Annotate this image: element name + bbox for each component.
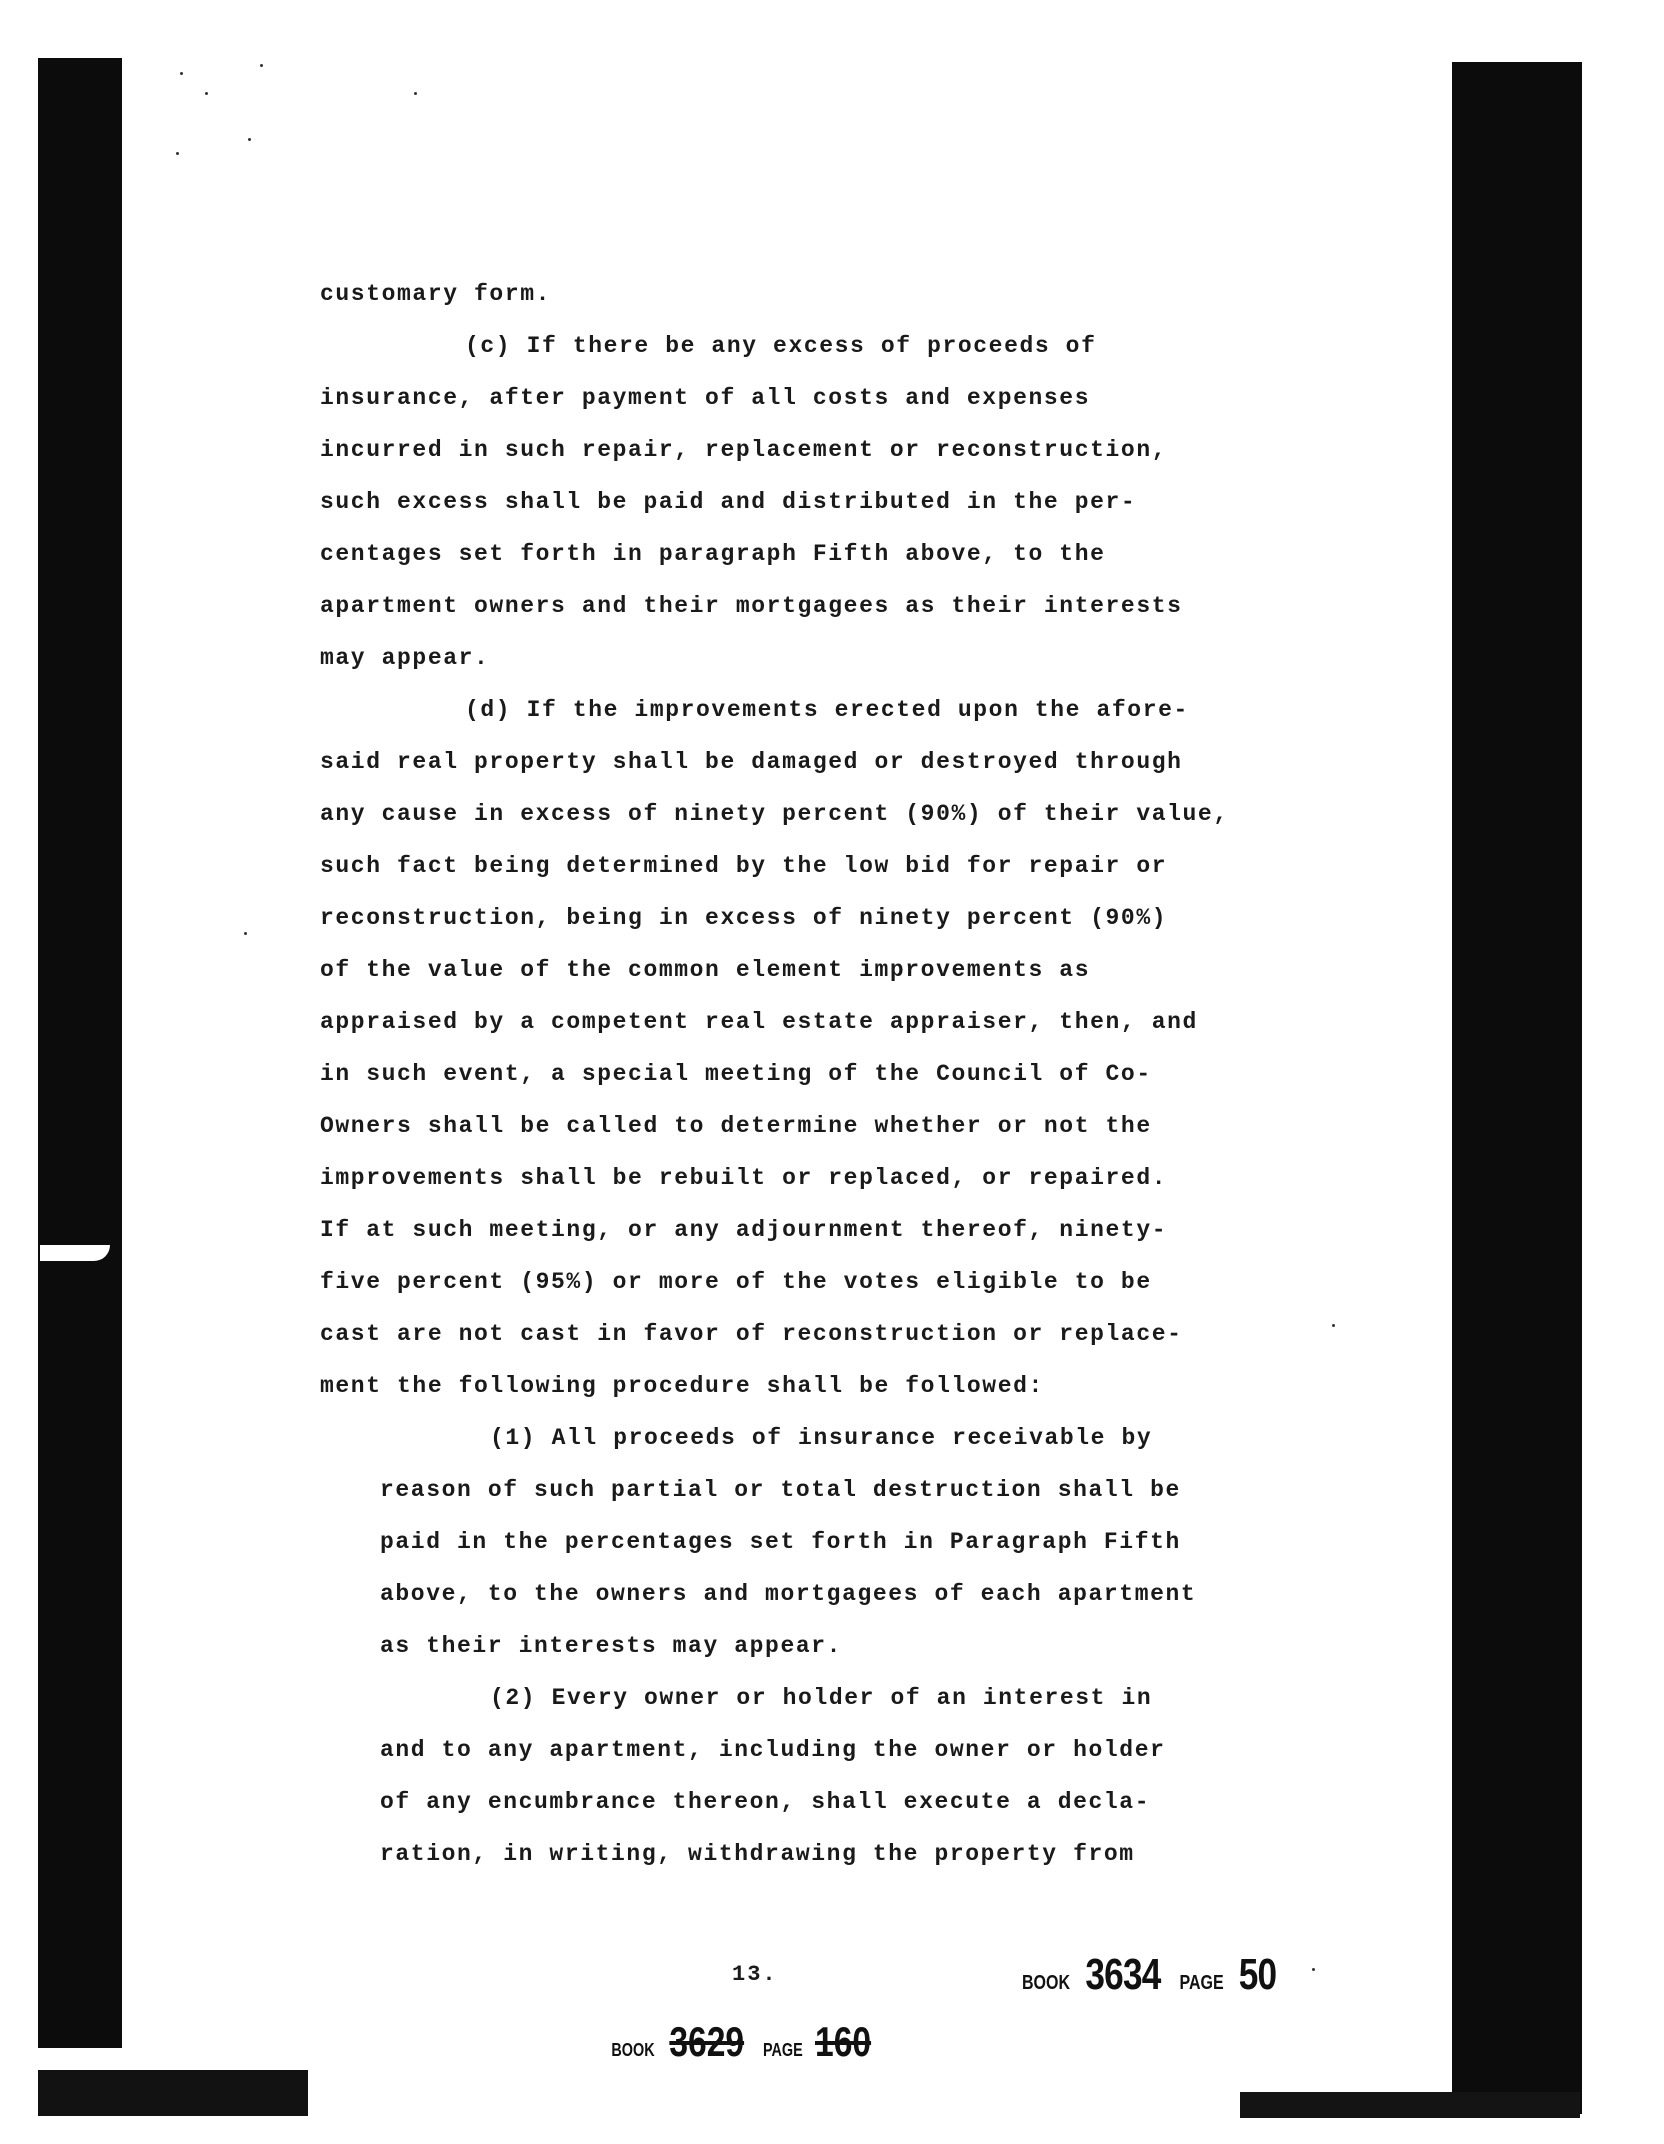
text-line: improvements shall be rebuilt or replaced, or repaired. — [320, 1165, 1168, 1191]
text-line: insurance, after payment of all costs and expenses — [320, 385, 1091, 411]
text-line: Owners shall be called to determine whether or not the — [320, 1113, 1152, 1139]
scan-speck — [260, 64, 263, 67]
text-line: reason of such partial or total destruction shall be — [380, 1477, 1181, 1503]
text-line: cast are not cast in favor of reconstruction or replace- — [320, 1321, 1183, 1347]
text-line: apartment owners and their mortgagees as their interests — [320, 593, 1183, 619]
text-line: may appear. — [320, 645, 490, 671]
old-book-page-stamp — [606, 2018, 878, 2066]
subparagraph-2-heading-line: (2) Every owner or holder of an interest in — [490, 1685, 1153, 1711]
scan-border-left — [38, 58, 122, 2048]
scan-speck — [176, 152, 179, 155]
text-line: five percent (95%) or more of the votes eligible to be — [320, 1269, 1152, 1295]
text-line: appraised by a competent real estate appraiser, then, and — [320, 1009, 1198, 1035]
text-line: above, to the owners and mortgagees of each apartment — [380, 1581, 1197, 1607]
old-page-label: PAGE — [762, 2040, 803, 2060]
text-line: such excess shall be paid and distributed in the per- — [320, 489, 1137, 515]
text-line: and to any apartment, including the owner or holder — [380, 1737, 1166, 1763]
scan-border-right-bottom — [1240, 2092, 1580, 2118]
page-number: 13. — [732, 1962, 778, 1987]
text-line: any cause in excess of ninety percent (90%) of their value, — [320, 801, 1229, 827]
text-line: such fact being determined by the low bid for repair or — [320, 853, 1168, 879]
book-number: 3634 — [1085, 1950, 1161, 1999]
text-line: paid in the percentages set forth in Paragraph Fifth — [380, 1529, 1181, 1555]
scan-speck — [414, 92, 417, 95]
scan-border-left-bottom — [38, 2070, 308, 2116]
text-line: If at such meeting, or any adjournment thereof, ninety- — [320, 1217, 1168, 1243]
text-line: said real property shall be damaged or destroyed through — [320, 749, 1183, 775]
text-line: reconstruction, being in excess of ninety percent (90%) — [320, 905, 1168, 931]
old-page-value: 160 — [814, 2018, 871, 2065]
text-line: of the value of the common element improvements as — [320, 957, 1091, 983]
book-page-stamp — [1016, 1950, 1281, 2000]
page-label: PAGE — [1179, 1972, 1225, 1994]
scan-speck — [248, 138, 251, 141]
scan-border-right — [1452, 62, 1582, 2114]
text-line: ration, in writing, withdrawing the property from — [380, 1841, 1135, 1867]
text-line: of any encumbrance thereon, shall execute a decla- — [380, 1789, 1151, 1815]
subparagraph-1-heading-line: (1) All proceeds of insurance receivable by — [490, 1425, 1153, 1451]
paragraph-c-heading-line: (c) If there be any excess of proceeds of — [465, 333, 1097, 359]
text-line: incurred in such repair, replacement or reconstruction, — [320, 437, 1168, 463]
text-line: ment the following procedure shall be followed: — [320, 1373, 1044, 1399]
page-value: 50 — [1238, 1950, 1277, 1999]
old-book-number: 3629 — [669, 2018, 745, 2065]
text-line: in such event, a special meeting of the Council of Co- — [320, 1061, 1152, 1087]
book-label: BOOK — [1022, 1972, 1070, 1994]
scan-border-notch — [40, 1245, 110, 1261]
text-line: centages set forth in paragraph Fifth above, to the — [320, 541, 1106, 567]
text-line: customary form. — [320, 281, 552, 307]
scan-speck — [205, 92, 208, 95]
scan-speck — [180, 72, 183, 75]
old-book-label: BOOK — [611, 2040, 655, 2060]
document-body — [320, 268, 1360, 1880]
paragraph-d-heading-line: (d) If the improvements erected upon the afore- — [465, 697, 1189, 723]
scan-speck — [244, 932, 247, 935]
text-line: as their interests may appear. — [380, 1633, 843, 1659]
scan-speck — [1312, 1968, 1315, 1971]
